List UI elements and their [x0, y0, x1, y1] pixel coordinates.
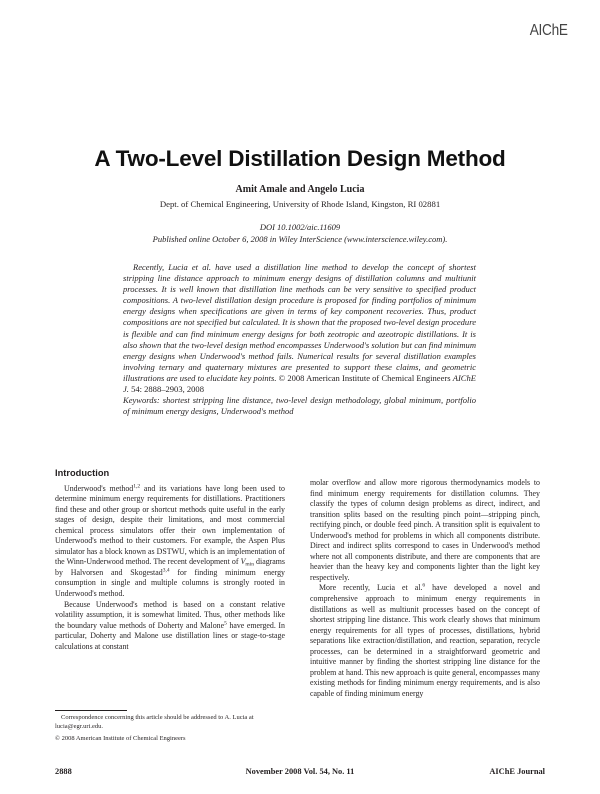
abstract-citation-journal: AIChE J.	[123, 372, 476, 395]
doi: DOI 10.1002/aic.11609	[259, 222, 341, 232]
intro-paragraph-3: molar overflow and allow more rigorous thermodynamics models to find minimum energy requirements for distillation columns. They classify the types of column design problems as direct, indirect, and transition splits based on the resulting pinch point—stripping pinch, rectifying pinch, or double feed pinch. A transition split is equivalent to Underwood's method for problems in which all components distribute. Direct and indirect splits correspond to cases in Underwood's method where not all components distribute, and there are components that are heavier than the heavy key and components lighter than the light key respectively.	[310, 478, 540, 582]
issue-info: November 2008 Vol. 54, No. 11	[245, 767, 355, 776]
intro-paragraph-1: Underwood's method$^{1,2}$ and its variations have long been used to determine minimum energy requirements for distillations. Practitioners find these and other group or shortcut methods quite useful in the early stages of design, despite their limitations, and most commercial chemical process simulators offer their own implementation of Underwood's method to their customers. For example, the Aspen Plus simulator has a block known as DSTWU, which is an implementation of the Winn-Underwood method. The recent development of $V_{min}$ diagrams by Halvorsen and Skogestad$^{3,4}$ for finding minimum energy consumption in single and multiple columns is strongly rooted in Underwood's method.	[55, 483, 285, 599]
abstract-copyright: © 2008 American Institute of Chemical Engineers	[278, 372, 451, 383]
page-number: 2888	[55, 767, 72, 776]
abstract-body	[123, 262, 476, 395]
publication-info: Published online October 6, 2008 in Wiley InterScience (www.interscience.wiley.com).	[152, 234, 448, 244]
paper-title: A Two-Level Distillation Design Method	[94, 146, 506, 171]
right-column	[310, 478, 540, 699]
footnote-copyright: © 2008 American Institute of Chemical Engineers	[55, 735, 186, 743]
intro-paragraph-4: More recently, Lucia et al.$^6$ have developed a novel and comprehensive approach to minimum energy requirements in distillations as well as multiunit processes based on the concept of shortest stripping line distance. This work clearly shows that minimum energy requirements for all types of processes, distillations, hybrid separations like extraction/distillation, and reaction, separation, recycle processes, can be determined in a straightforward geometric and intuitive manner by finding the shortest stripping line distance for the problem at hand. This new approach is quite general, encompasses many existing methods for finding minimum energy requirements, and is also capable of finding minimum energy	[310, 582, 540, 698]
correspondence-note: Correspondence concerning this article should be addressed to A. Lucia at lucia@egr.uri.edu.	[55, 714, 254, 730]
affiliation: Dept. of Chemical Engineering, University of Rhode Island, Kingston, RI 02881	[159, 199, 441, 209]
left-column	[55, 468, 285, 652]
section-heading: Introduction	[55, 468, 110, 478]
footnotes	[55, 710, 285, 748]
abstract-text: Recently, Lucia et al. have used a distillation line method to develop the concept of shortest stripping line distance approach to minimum energy designs of distillation columns and multiunit processes. It is well known that distillation line methods can be very sensitive to specified product compositions. A two-level distillation design procedure is proposed for finding portfolios of minimum energy designs when specifications are given in terms of key component recoveries. Thus, product compositions are not specified but calculated. It is shown that the proposed two-level design procedure is flexible and can find minimum energy designs for both zeotropic and azeotropic distillations. It is also shown that the two-level design method encompasses Underwood's solution but can find minimum energy designs when Underwood's method fails. Numerical results for several distillation examples involving ternary and quaternary mixtures are presented to support these claims, and geometric illustrations are used to elucidate key points.	[123, 262, 476, 383]
abstract	[123, 262, 476, 417]
abstract-keywords: Keywords: shortest stripping line distance, two-level design methodology, global minimum, portfolio of minimum energy designs, Underwood's method	[123, 395, 476, 417]
intro-paragraph-2: Because Underwood's method is based on a constant relative volatility assumption, it is somewhat limited. Thus, other methods like the boundary value methods of Doherty and Malone$^5$ have emerged. In particular, Doherty and Malone use distillation lines or stage-to-stage calculations at constant	[55, 599, 285, 651]
footnote-rule	[55, 710, 127, 711]
journal-logo: AIChE	[529, 22, 568, 39]
abstract-citation: 54: 2888–2903, 2008	[131, 384, 204, 395]
authors: Amit Amale and Angelo Lucia	[235, 184, 365, 195]
journal-name: AIChE Journal	[489, 767, 545, 776]
